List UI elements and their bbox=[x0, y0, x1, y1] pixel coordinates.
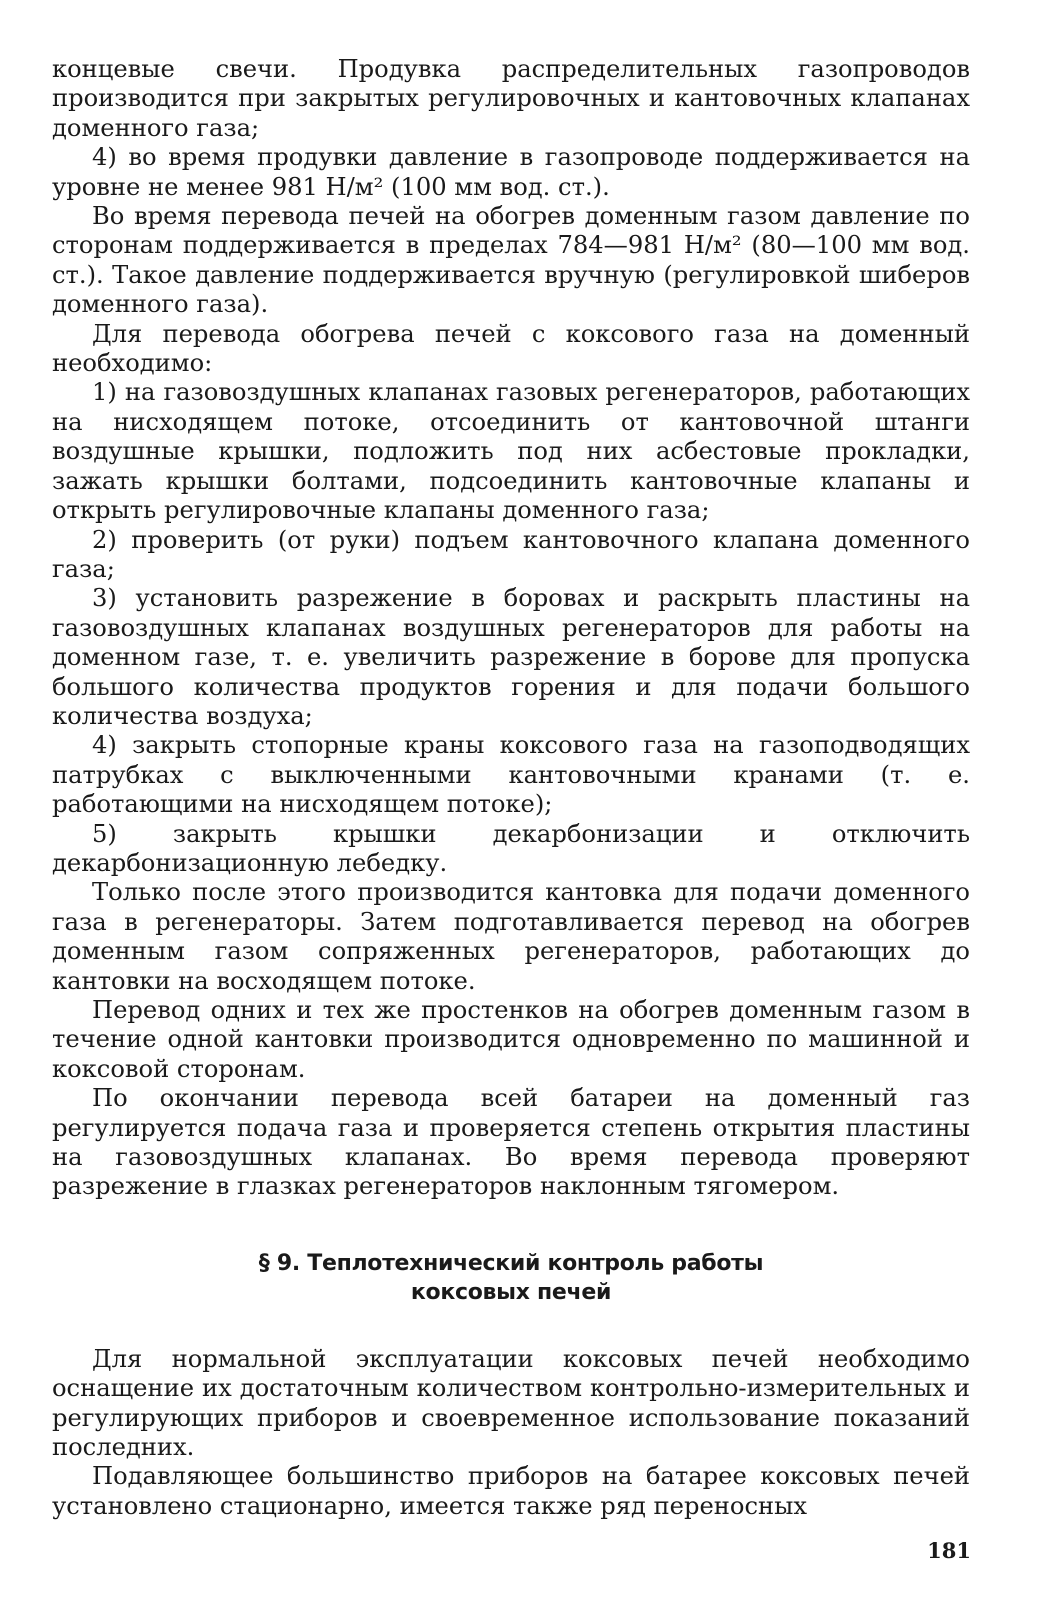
paragraph: Для перевода обогрева печей с коксового газа на доменный необходимо: bbox=[52, 319, 970, 378]
paragraph: Только после этого производится кантовка для подачи доменного газа в регенераторы. Затем подготавливается перевод на обогрев доменным газом сопряженных регенераторов, работающих до кантовки на восходящем потоке. bbox=[52, 878, 970, 995]
paragraph: Для нормальной эксплуатации коксовых печей необходимо оснащение их достаточным количеством контрольно-измерительных и регулирующих приборов и своевременное использование показаний последних. bbox=[52, 1344, 970, 1462]
section-heading bbox=[52, 1249, 970, 1307]
paragraph: 5) закрыть крышки декарбонизации и отключить декарбонизационную лебедку. bbox=[52, 819, 970, 877]
paragraph: По окончании перевода всей батареи на доменный газ регулируется подача газа и проверяется степень открытия пластины на газовоздушных клапанах. Во время перевода проверяют разрежение в глазках регенераторов наклонным тягомером. bbox=[52, 1084, 970, 1201]
paragraph: 4) во время продувки давление в газопроводе поддерживается на уровне не менее 981 Н/м² (100 мм вод. ст.). bbox=[52, 143, 970, 201]
page-body bbox=[52, 55, 970, 1521]
paragraph: 1) на газовоздушных клапанах газовых регенераторов, работающих на нисходящем потоке, отсоединить от кантовочной штанги воздушные крышки, подложить под них асбестовые прокладки, зажать крышки болтами, подсоединить кантовочные клапаны и открыть регулировочные клапаны доменного газа; bbox=[52, 378, 970, 525]
text-block-top bbox=[52, 55, 970, 1202]
section-heading-line-1: § 9. Теплотехнический контроль работы bbox=[258, 1250, 764, 1276]
paragraph: Перевод одних и тех же простенков на обогрев доменным газом в течение одной кантовки производится одновременно по машинной и коксовой сторонам. bbox=[52, 996, 970, 1083]
paragraph: 3) установить разрежение в боровах и раскрыть пластины на газовоздушных клапанах воздушных регенераторов для работы на доменном газе, т. е. увеличить разрежение в борове для пропуска большого количества продуктов горения и для подачи большого количества воздуха; bbox=[52, 584, 970, 730]
paragraph: Во время перевода печей на обогрев доменным газом давление по сторонам поддерживается в пределах 784—981 Н/м² (80—100 мм вод. ст.). Такое давление поддерживается вручную (регулировкой шиберов доменного газа). bbox=[52, 202, 970, 319]
paragraph: Подавляющее большинство приборов на батарее коксовых печей установлено стационарно, имеется также ряд переносных bbox=[52, 1462, 970, 1520]
paragraph: 2) проверить (от руки) подъем кантовочного клапана доменного газа; bbox=[52, 525, 970, 583]
page-number: 181 bbox=[927, 1538, 971, 1563]
text-block-bottom bbox=[52, 1345, 970, 1521]
paragraph: 4) закрыть стопорные краны коксового газа на газоподводящих патрубках с выключенными кантовочными кранами (т. е. работающими на нисходящем потоке); bbox=[52, 731, 970, 819]
section-heading-line-2: коксовых печей bbox=[410, 1279, 612, 1305]
paragraph: концевые свечи. Продувка распределительных газопроводов производится при закрытых регулировочных и кантовочных клапанах доменного газа; bbox=[52, 55, 970, 142]
